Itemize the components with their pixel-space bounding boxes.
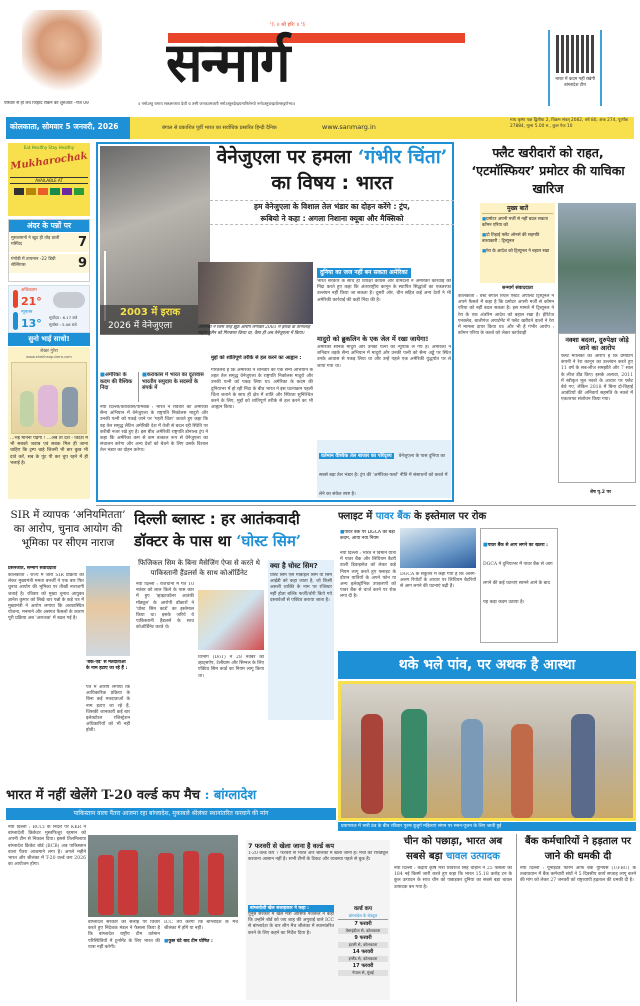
- box-title: मादुरो को ब्रुकलिन के एक जेल में रखा जायेगा!: [317, 335, 429, 343]
- masthead-logo[interactable]: सन्मार्ग: [166, 31, 289, 94]
- inside-pages-box: [8, 219, 90, 282]
- delhi-body-2: विभाग (DoT) ने 28 नवंबर को व्हाट्सऐप, टेलीग्राम और सिग्नल के लिए एक्टिव सिम कार्ड का नियम लागू किया था।: [198, 655, 264, 679]
- max-temp: 21°: [21, 295, 42, 308]
- sim-card-photo[interactable]: [198, 590, 264, 650]
- qr-caption: भारत में कदम नहीं रखेगी बांग्लादेश टीम: [555, 77, 595, 88]
- cricket-body: नयी दिल्ली : BCCI के निर्देश पर KKR ने बांग्लादेशी क्रिकेटर मुस्तफिजुर रहमान को अपनी टीम से निकाल दिया। इससे तिलमिलाया बांग्लादेश क्रिकेट बोर्ड (BCB) अब पाकिस्तान वाला पैंतरा आजमाने लगा है। अगले महीने भारत और श्रीलंका में T-20 वर्ल्ड कप 2026 का आयोजन होगा।: [8, 825, 86, 868]
- lead-subheadline-1: हम वेनेजुएला के विशाल तेल भंडार का दोहन करेंगे : ट्रंप,: [210, 200, 454, 212]
- flat-continued[interactable]: शेष पृ.2 पर: [590, 490, 612, 495]
- powerbank-body: नयी दिल्ली : भारत ने विमान यात्रा में पावर बैंक और लिथियम बैटरी वाली डिवाइसेज को लेकर कड़े नियम लागू करते हुए फ्लाइट के दौरान यात्रियों के अपने फोन या अन्य इलेक्ट्रॉनिक उपकरणों को पावर बैंक से चार्ज करने पर रोक लगा दी है।: [340, 551, 396, 600]
- blessing-text: 卐 ॥ श्री हरिः ॥ 卐: [270, 22, 306, 28]
- flat-headline[interactable]: फ्लैट खरीदारों को राहत, ‘एटमॉस्फियर’ प्रमोटर की याचिका खारिज: [471, 145, 625, 196]
- cloud-icon: [53, 292, 85, 308]
- cartoon-author: शेखर गुरेरा: [40, 349, 58, 354]
- sunset-time: सूर्यास्त : 5.06 बजे: [49, 322, 77, 327]
- rice-headline[interactable]: चीन को पछाड़ा, भारत अब सबसे बड़ा चावल उत्पादक: [403, 836, 503, 862]
- box-body: वेनेजुएला के पास दुनिया का सबसे बड़ा तेल भंडार है। ट्रंप की 'अमेरिका-फर्स्ट' नीति में संसाधनों को कब्जे में लेने का संकेत स्पष्ट है।: [319, 454, 448, 497]
- key-points-title: मुख्य बातें: [482, 205, 553, 214]
- ghost-sim-box: [268, 560, 334, 720]
- section-divider: [96, 505, 636, 506]
- sir-subhead: 'बैक-एंड' से मतदाताओं के नाम हटाए जा रहे हैं :: [86, 660, 128, 671]
- sir-body-2: पत्र में आरोप लगाया कि आधिकारिक प्रक्रिया के बिना कई मतदाताओं के नाम हटाए जा रहे हैं, जिसकी जानकारी कई बार इलेक्टोरल रजिस्ट्रेशन अधिकारियों को भी नहीं होती।: [86, 685, 130, 734]
- sir-headline[interactable]: SIR में व्यापक ‘अनियमितता’ का आरोप, चुनाव आयोग की भूमिका पर सीएम नाराज: [10, 509, 126, 549]
- delhi-subheadline: फिजिकल सिम के बिना मैसेजिंग ऐप्स से करते थे पाकिस्तानी हैंडलर्स के साथ कोऑर्डिनेट: [138, 559, 260, 577]
- lead-bullet-global-condemnation: ■अमेरिका के कदम की वैश्विक निंदा: [100, 372, 133, 391]
- photo-label-2003: 2003 में इराक: [120, 307, 181, 318]
- powerbank-bullet: ■पावर बैंक पर DGCA का बड़ा कदम, आया नया नियम: [340, 530, 395, 541]
- schedule-row: 17 फरवरी नेपाल से, मुंबई: [338, 962, 388, 976]
- thermometer-icon: [13, 312, 18, 330]
- lead-column-1: नयी दिल्ली/कराकास/पॉमबर्क : भारत ने रविवार को अमेरिकी सैन्य अभियान में वेनेजुएला के राष्ट्रपति निकोलस मादुरो और उनकी पत्नी को पकड़े जाने पर 'गहरी चिंता' जताते हुए कहा कि वह तेल समृद्ध लैटिन अमेरिकी देश में तेजी से बदल रही स्थिति पर करीबी नजर रखे हुए है। इस बीच अमेरिकी राष्ट्रपति डोनाल्ड ट्रंप ने कहा कि अमेरिका कम से कम तत्काल रूप से वेनेजुएला का संचालन करेगा और अन्य देशों को बेचने के लिए उसके विशाल तेल भंडार का दोहन करेगा।: [100, 405, 208, 454]
- flat-building-photo[interactable]: [558, 203, 636, 333]
- bank-headline[interactable]: बैंक कर्मचारियों ने हड़ताल पर जाने की धमकी दी: [524, 836, 632, 862]
- lead-subheadline-2: रूबियो ने कहा : अगला निशाना क्यूबा और मैक्सिको: [210, 213, 454, 225]
- lead-bullet-embassy: ■कराकास में भारत का दूतावास भारतीय समुदाय के सदस्यों के संपर्क में: [138, 372, 208, 402]
- bangladesh-team-photo[interactable]: [88, 835, 238, 917]
- sir-byline: प्रसेनजीत, सन्मार्ग संवाददाता: [8, 566, 57, 571]
- photo-label-2026: 2026 में वेनेजुएला: [108, 321, 173, 331]
- airplane-photo[interactable]: [400, 528, 476, 568]
- cartoon-title: सुनो भाई साधो!: [8, 333, 90, 346]
- box-body: अमेरिकी सैनिक मादुरो और उनकी पत्नी को न्यूयॉर्क ले गये हैं। अमेरिका ने शनिवार तड़के सैन्य अभियान में मादुरो और उनकी पत्नी को सैन्य अड्डे पर स्थित उनके आवास से पकड़ लिया था और उन्हें पहले एक अमेरिकी युद्धपोत पर ले जाया गया था।: [317, 345, 451, 369]
- bank-body: नयी दिल्ली : यूनाइटेड फोरम ऑफ बैंक यूनियंस (UFBU) के तत्वावधान में बैंक कर्मचारी संघों ने 5 दिवसीय कार्य सप्ताह लागू करने की मांग को लेकर 27 जनवरी को राष्ट्रव्यापी हड़ताल की धमकी दी है।: [520, 866, 636, 884]
- side-title: नक्शा बदला, दुरुपेक्षा जोड़े जाने का आरोप: [565, 336, 629, 352]
- dateline-city-date: कोलकाता, सोमवार 5 जनवरी, 2026: [10, 122, 119, 131]
- left-teaser-photo[interactable]: [22, 10, 102, 98]
- thermometer-icon: [13, 290, 18, 308]
- faith-headline[interactable]: थके भले पांव, पर अथक है आस्था: [338, 651, 636, 679]
- iraq-inset-photo[interactable]: [198, 262, 313, 324]
- ghost-sim-body: घोस्ट सिम ऐसे मोबाइल सिम या सिम आईडी को कहा जाता है, जो किसी असली व्यक्ति के नाम पर रजिस्टर नहीं होता बल्कि फर्जी/चोरी किये गये दस्तावेजों से एक्टिव कराया जाता है।: [270, 573, 332, 603]
- lead-box-world-judge: [317, 259, 451, 331]
- ad-brand: Mukharochak: [9, 150, 89, 173]
- side-body: DGCA ने दुनियाभर में पावर बैंक से आग लगने की कई घटनाएं सामने आने के बाद यह कड़ा कदम उठाया है।: [483, 562, 553, 605]
- weather-box: [8, 285, 90, 333]
- edition-info: माघ कृष्ण पक्ष द्वितीया 2, विक्रम संवत् 2082, वर्ष 80, अंक 274, पूर्णांक 27884, मूल्य 5.00 रु., कुल पेज 10: [510, 118, 629, 129]
- schedule-row: 9 फरवरी इटली से, कोलकाता: [338, 934, 388, 948]
- faith-caption: प्रयागराज में भारी ठंड के बीच रविवार पुरुष बुजुर्ग महिलाएं संगम पर स्नान-पूजन के लिए जाती हुई: [338, 822, 636, 831]
- min-temp: 13°: [21, 317, 42, 330]
- key-point: ■रेरा के आदेश को ट्रिब्यूनल ने बहाल रखा: [482, 249, 550, 254]
- ad-available: AVAILABLE AT: [10, 177, 88, 184]
- wc-quote-box: बांग्लादेशी खेल सलाहकार ने कहा : युनूस सरकार में खेल मंत्री आसिफ नजरूल ने कहा कि उन्होंने बोर्ड को जय शाह की अगुवाई वाले ICC से बांग्लादेश के चार लीग मैच श्रीलंका में स्थानांतरित करने के लिए कहने का निर्देश दिया है।: [248, 906, 334, 936]
- schedule-table: वर्ल्ड कप बांग्लादेश के शेड्यूल 7 फरवरी वेस्टइंडीज से, कोलकाता 9 फरवरी इटली से, कोलकाता 14 फरवरी इंग्लैंड से, कोलकाता 17 फरवरी नेपाल से, मुंबई: [338, 905, 388, 997]
- inside-item-page: 7: [77, 235, 87, 250]
- left-teaser-text[interactable]: परिवार से हो लव जिहाद रोकने की शुरुआत –पेज 09: [4, 101, 89, 106]
- key-point: ■प्रमोटर अपनी मर्जी से नहीं बदल सकता कॉमन एरिया को: [482, 217, 548, 228]
- box-title: दुनिया का जज नहीं बन सकता अमेरिका: [317, 268, 411, 278]
- schedule-row: 14 फरवरी इंग्लैंड से, कोलकाता: [338, 948, 388, 962]
- min-temp-label: न्यूनतम: [21, 310, 33, 315]
- column-divider: [516, 834, 517, 1002]
- max-temp-label: अधिकतम: [21, 288, 37, 293]
- sir-body: कोलकाता : राज्य में जारी SIR प्रक्रिया को लेकर मुख्यमंत्री ममता बनर्जी ने एक बार फिर चुनाव आयोग की भूमिका पर तीखी नाराजगी जताई है। रविवार को मुख्य चुनाव आयुक्त ज्ञानेश कुमार को लिखे चार पन्नों के कड़े पत्र में मुख्यमंत्री ने आरोप लगाया कि अव्यवस्थित योजना, मनमाने और असंगत फैसलों के कारण पूरी प्रक्रिया अब 'अराजक' में बदल गई है।: [8, 573, 84, 622]
- cricket-col3: ICC तय करेगा कि बांग्लादेश के मैच श्रीलंका में होंगे या नहीं। ■कुछ घंटे बाद टीम घोषित :: [164, 920, 238, 944]
- pilgrims-photo[interactable]: [338, 681, 636, 821]
- cricket-headline[interactable]: भारत में नहीं खेलेंगे T-20 वर्ल्ड कप मैच : बांग्लादेश: [6, 788, 257, 803]
- cartoon-caption: ...भई मानना पड़ेगा ! ...अब तो देश - विदेश में भी सबको जवाब एवं सबक मिल ही जाना चाहिए कि ट्रम्प चाहे जितनी भी बार कुछ भी दावे करें, सब के पूंट पी कर चुप रहने में ही भलाई है।: [10, 436, 88, 466]
- powerbank-headline[interactable]: फ्लाइट में पावर बैंक के इस्तेमाल पर रोक: [338, 511, 487, 522]
- rice-body: नयी दिल्ली : केंद्रीय कृषि मंत्री शिवराज सिंह चौहान ने 25 फसलों की 184 नई किस्में जारी करते हुए कहा कि भारत 15.18 करोड़ टन के कुल उत्पादन के साथ चीन को पछाड़कर दुनिया का सबसे बड़ा चावल उत्पादक बन गया है।: [394, 866, 512, 890]
- lead-column-2: गौरतलब है कि अमेरिका ने शनिवार को एक सैन्य अभियान के तहत तेल समृद्ध वेनेजुएला के राष्ट्रपति निकोलस मादुरो और उनकी पत्नी को पकड़ लिया था। अमेरिका के कदम की दुनियाभर में हो रही निंदा के बीच भारत ने इस घटनाक्रम पहली चिंता जताने के साथ ही क्षेत्र में शांति और स्थिरता सुनिश्चित करने के लिए, मुद्दों को शांतिपूर्ण तरीके से हल करने का भी आह्वान किया।: [211, 368, 313, 411]
- inside-item-page: 9: [77, 256, 87, 271]
- inside-pages-title: अंदर के पन्नों पर: [9, 220, 89, 232]
- cricket-body-2: बांग्लादेश सरकार की सलाह पर विचार करते हुए निदेशक मंडल ने फैसला किया है कि बांग्लादेश राष्ट्रीय टीम वर्तमान परिस्थितियों में टूर्नामेंट के लिए भारत की यात्रा नहीं करेगी।: [88, 920, 160, 950]
- powerbank-side-box: ■पावर बैंक से आग लगने का खतरा : DGCA ने दुनियाभर में पावर बैंक से आग लगने की कई घटनाएं सामने आने के बाद यह कड़ा कदम उठाया है।: [480, 528, 558, 643]
- key-point: ■दो तिहाई फ्लैट ओनर्स की सहमति बाध्यकारी : ट्रिब्यूनल: [482, 233, 540, 244]
- cartoon-url: www.shekharguirera.com: [26, 355, 72, 359]
- sunrise-time: सूर्योदय : 6.17 बजे: [49, 315, 78, 320]
- powerbank-body-2: DGCA के सर्कुलर में कहा गया है कि अलग-अलग रिपोर्टों के आधार पर लिथियम बैटरियों से आग लगने की घटनाएं बढ़ी हैं।: [400, 572, 476, 590]
- cartoon-image: [11, 362, 87, 434]
- ad-store-logos: [10, 188, 88, 195]
- flat-byline: सन्मार्ग संवाददाता: [502, 286, 533, 291]
- ad-box[interactable]: [8, 143, 90, 216]
- masthead-motto: ॥ नमोऽस्तु रामाय सलक्ष्मणाय देव्यै च तस्यै जनकात्मजायै नमोऽस्तुरुद्रेन्द्रयमानिलेभ्यो नमोऽस्तुचन्द्रार्कमरुद्गणेभ्यः॥: [138, 101, 296, 106]
- inside-item[interactable]: मुसलमानों ने खुद ही तोड़ डाली मस्जिद 7: [11, 235, 87, 250]
- website-link[interactable]: www.sanmarg.in: [322, 123, 376, 131]
- schedule-row: 7 फरवरी वेस्टइंडीज से, कोलकाता: [338, 920, 388, 934]
- dateline-tagline: बंगाल से प्रकाशित पूर्वी भारत का सर्वाधिक प्रसारित हिन्दी दैनिक: [162, 125, 277, 131]
- lead-col2-subhead: मुद्दों को शांतिपूर्ण तरीके से हल करने का आह्वान :: [211, 355, 302, 361]
- box-title: वर्तमान वैश्विक तेल बाजार का परिदृश्य: [321, 453, 392, 459]
- lead-box-oil-market: [317, 440, 451, 498]
- qr-code-icon: [556, 35, 594, 73]
- mamata-photo[interactable]: [86, 566, 130, 656]
- world-cup-box: [246, 840, 390, 1000]
- box-body: भारत सरकार के साथ ही विपक्षी कांग्रेस और वामदलों ने अमेरिकी कार्रवाई की निंदा करते हुए कहा कि अंतरराष्ट्रीय कानून के स्थापित सिद्धांतों का एकतरफा उल्लंघन नहीं किया जा सकता है। दूसरी ओर, चीन सहित कई अन्य देशों ने भी अमेरिकी कार्रवाई की कड़ी निंदा की है।: [317, 279, 451, 303]
- wc-title: 7 फरवरी से खेला जाना है वर्ल्ड कप: [248, 842, 335, 850]
- ghost-sim-title: क्या है घोस्ट सिम?: [270, 562, 318, 570]
- inside-item[interactable]: गंगोत्री में तापमान -22 डिग्री सेल्सियस 9: [11, 256, 87, 271]
- lead-box-brooklyn: [317, 335, 451, 435]
- qr-frame[interactable]: [548, 30, 602, 106]
- wc-body: T-20 वर्ल्ड कप 7 फरवरी से भारत और श्रीलंका में खेला जाना है। मैचों का रीशेड्यूल करवाना आसान नहीं है। सभी टीमों के टिकट और व्यवस्था पहले से बुक हैं।: [248, 851, 388, 863]
- side-body: फ्लैट मालिकों का आरोप है कि प्रमोटिंग कंपनी ने रेरा कानून का उल्लंघन करते हुए 11 वर्ष के सब-लीज समझौते और 7 साल के लीज डीड किए। इसके अलावा, 2011 में स्वीकृत मूल नक्शे के आधार पर फ्लैट बेचे गए, लेकिन 2018 में बिना दो-तिहाई आवंटियों की अनिवार्य सहमति के नक्शे में एकतरफा संशोधन किया गया।: [561, 354, 633, 403]
- delhi-body: नयी दिल्ली : राजधानी में गत 10 नवंबर को लाल किले के पास कार में हुए 'व्हाइटकॉलर आतंकी मॉड्यूल' के आरोपी डॉक्टरों ने 'घोस्ट सिम कार्ड' का इस्तेमाल किया था। इसके जरिये वे पाकिस्तानी हैंडलर्स के साथ कोऑर्डिनेट करते थे।: [136, 582, 194, 631]
- flat-side-box: [558, 333, 636, 483]
- cartoon-box[interactable]: [8, 347, 90, 499]
- side-title: पावर बैंक से आग लगने का खतरा :: [487, 543, 548, 548]
- lead-headline[interactable]: वेनेजुएला पर हमला ‘गंभीर चिंता’ का विषय : भारत: [216, 146, 448, 194]
- delhi-headline[interactable]: दिल्ली ब्लास्ट : हर आतंकवादी डॉक्टर के पास था ‘घोस्ट सिम’: [134, 510, 302, 550]
- flat-body: कोलकाता : वेस्ट बंगाल रियल एस्टेट अपीलेट ट्रिब्यूनल ने अपने फैसले में कहा है कि प्रमोटर अपनी मर्जी से कॉमन एरिया को नहीं बदल सकता है। इस मामले में ट्रिब्यूनल ने रेरा के एक अंतरिम आदेश को बहाल रखा है। हेरिटेज एनक्लेव, बालीगंज अपार्टमेंट में फ्लैट खरीदने वालों ने रेरा में मामला दायर किया था। और भी है गंभीर आरोप : कॉमन एरिया के कब्जे को लेकर कार्यवाही: [458, 294, 554, 337]
- inset-caption: अमेरिका ने जिस तरह झूठे आरोप लगाकर 2003 में इराक के तानाशाह सद्दाम हुसैन को गिरफ्तार किया था, वैसा ही अब वेनेजुएला में किया।: [198, 325, 311, 336]
- ad-tagline: Eat Healthy Stay Healthy: [23, 145, 75, 150]
- key-points-box: [480, 203, 555, 283]
- cricket-subheadline: पाकिस्तान वाला पैंतरा आजमा रहा बांग्लादेश, मुकाबले श्रीलंका स्थानांतरित करवाने की मांग: [6, 808, 336, 820]
